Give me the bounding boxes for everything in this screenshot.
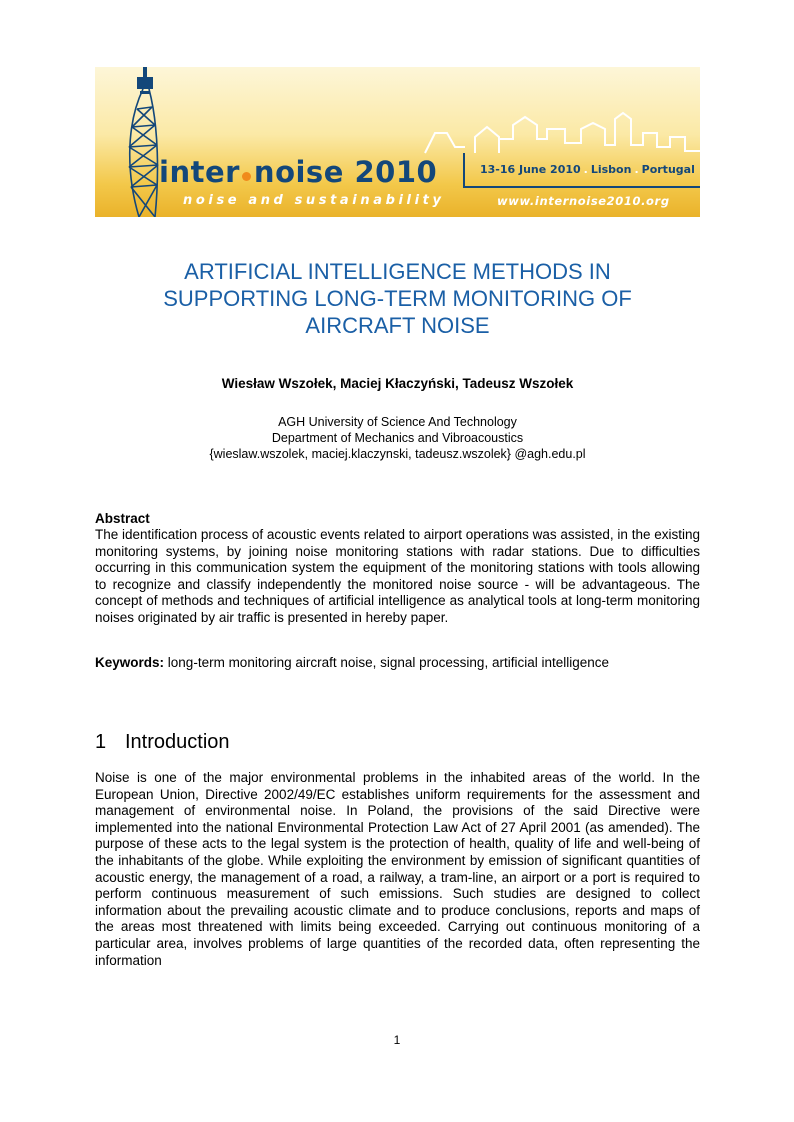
banner-title-part2: noise 2010 xyxy=(253,155,438,189)
page-number: 1 xyxy=(393,1033,401,1047)
keywords-label: Keywords: xyxy=(95,655,165,670)
banner-date: 13-16 June 2010 xyxy=(480,163,581,176)
banner-divider-vertical xyxy=(463,153,465,188)
affiliation-department: Department of Mechanics and Vibroacoustics xyxy=(271,431,524,445)
banner-title-part1: inter xyxy=(159,155,240,189)
section-title: Introduction xyxy=(125,731,230,753)
title-line: ARTIFICIAL INTELLIGENCE METHODS IN xyxy=(184,259,611,284)
affiliation-emails: {wieslaw.wszolek, maciej.klaczynski, tadeusz.wszolek} @agh.edu.pl xyxy=(209,447,586,461)
orange-dot-icon xyxy=(242,172,251,181)
abstract-text: The identification process of acoustic events related to airport operations was assisted, in the existing monitoring systems, by joining noise monitoring stations with radar stations. Due to difficulties occurring in this communication system the equipment of the monitoring stations with tools allowing to recognize and classify independently the monitored noise source - will be advantageous. The concept of methods and techniques of artificial intelligence as analytical tools at long-term monitoring noises originated by air traffic is presented in hereby paper. xyxy=(95,527,700,625)
section-number: 1 xyxy=(95,731,107,753)
abstract-heading: Abstract xyxy=(95,511,150,526)
keywords-text: long-term monitoring aircraft noise, signal processing, artificial intelligence xyxy=(167,655,609,670)
section-heading xyxy=(95,731,230,754)
banner-city: Lisbon xyxy=(590,163,632,176)
conference-banner xyxy=(95,67,700,217)
keywords xyxy=(95,655,700,672)
introduction-text: Noise is one of the major environmental problems in the inhabited areas of the world. In the European Union, Directive 2002/49/EC establishes uniform requirements for the assessment and management of environmental noise. In Poland, the provisions of the said Directive were implemented into the national Environmental Protection Law Act of 27 April 2001 (as amended). The purpose of these acts to the legal system is the protection of health, quality of life and well-being of the inhabitants of the globe. While exploiting the environment by emission of significant quantities of acoustic energy, the management of a road, a railway, a tram-line, an airport or a port is required to perform continuous measurement of such emissions. Such studies are designed to collect information about the prevailing acoustic climate and to produce conclusions, reports and maps of the areas most threatened with limits being exceeded. Carrying out continuous monitoring of a particular area, involves problems of large quantities of the recorded data, often representing the information xyxy=(95,770,700,968)
dot-separator-icon: . xyxy=(583,163,588,176)
banner-country: Portugal xyxy=(641,163,695,176)
affiliation-university: AGH University of Science And Technology xyxy=(278,415,517,429)
banner-title xyxy=(159,155,437,189)
banner-url: www.internoise2010.org xyxy=(497,194,670,208)
dot-separator-icon: . xyxy=(634,163,639,176)
author-affiliation xyxy=(95,414,700,462)
paper-authors: Wiesław Wszołek, Maciej Kłaczyński, Tadeusz Wszołek xyxy=(221,376,574,391)
banner-divider xyxy=(463,186,700,188)
banner-subtitle: noise and sustainability xyxy=(183,193,445,208)
title-line: AIRCRAFT NOISE xyxy=(305,313,490,338)
paper-title xyxy=(95,258,700,339)
banner-date-location xyxy=(480,163,695,176)
title-line: SUPPORTING LONG-TERM MONITORING OF xyxy=(163,286,632,311)
